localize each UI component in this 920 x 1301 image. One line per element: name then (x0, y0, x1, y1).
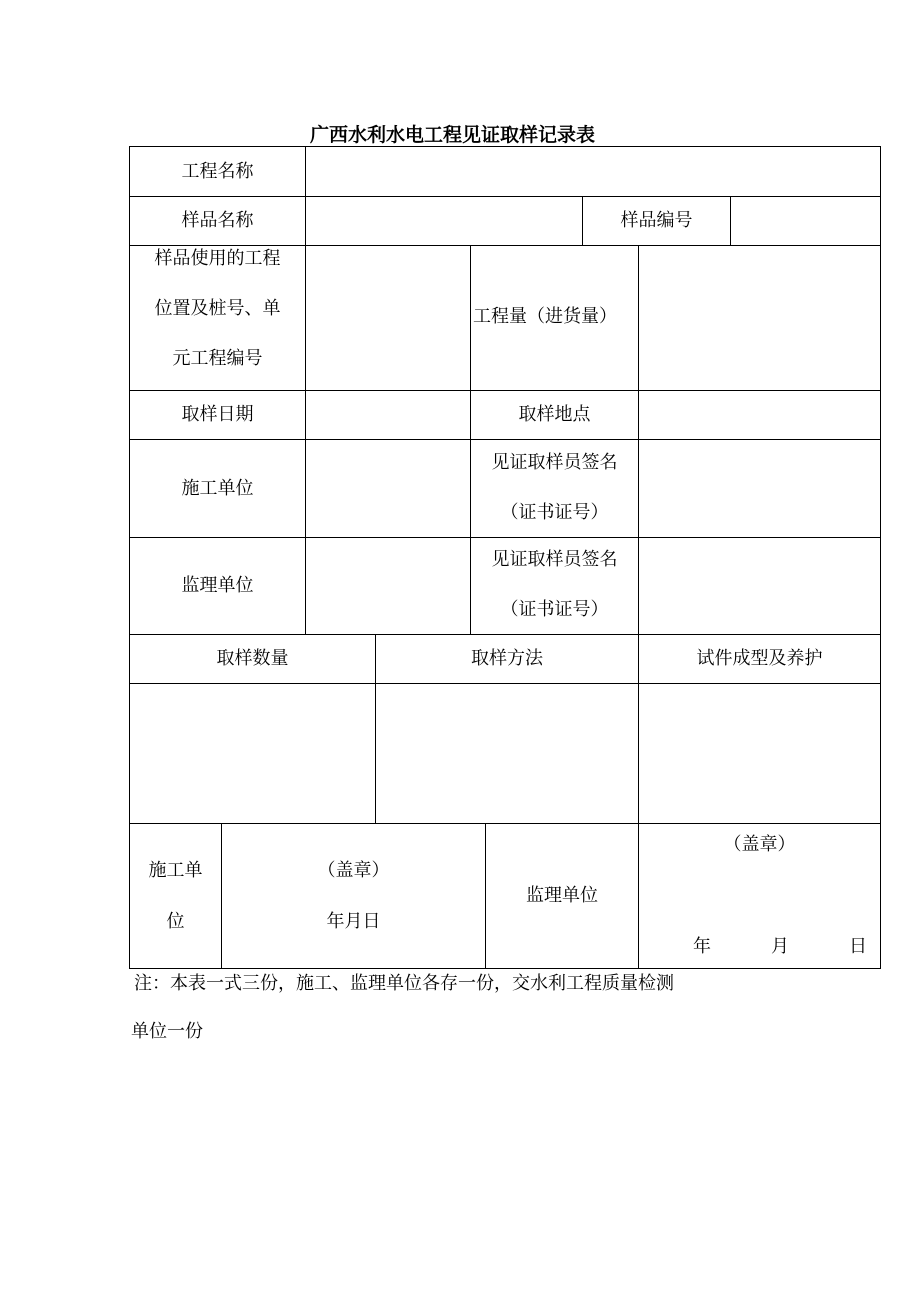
label-sampling-date: 取样日期 (181, 404, 254, 425)
label-usage-location (130, 246, 305, 390)
cert-no-text: （证书证号） (500, 502, 609, 523)
field-sample-method[interactable] (376, 684, 638, 823)
label-witness-sign-2 (471, 538, 638, 634)
label-constr-unit-sign (130, 824, 221, 968)
ymd-text: 年月日 (326, 911, 381, 932)
field-sampling-date[interactable] (306, 391, 470, 439)
seal-text: （盖章） (317, 860, 390, 881)
super-seal-area (639, 824, 880, 968)
table-border-bottom (129, 968, 881, 969)
label-project-name: 工程名称 (181, 160, 254, 182)
field-sampling-place[interactable] (639, 391, 880, 439)
note-line-2: 单位一份 (131, 1021, 203, 1042)
field-witness-sign[interactable] (639, 440, 880, 537)
field-supervision-unit[interactable] (306, 538, 470, 634)
field-usage-location[interactable] (306, 246, 470, 390)
label-super-unit: 监理单位 (526, 885, 598, 906)
label-specimen-cure: 试件成型及养护 (696, 648, 823, 669)
year-text: 年 (693, 936, 711, 957)
field-witness-sign-2[interactable] (639, 538, 880, 634)
month-text: 月 (771, 936, 789, 957)
day-text: 日 (849, 936, 867, 957)
field-project-name[interactable] (306, 147, 880, 196)
usage-line-3: 元工程编号 (172, 348, 263, 369)
label-sample-qty: 取样数量 (216, 648, 289, 669)
field-sample-qty[interactable] (130, 684, 375, 823)
label-quantity-in: 工程量（进货量） (473, 306, 617, 327)
label-supervision-unit: 监理单位 (181, 575, 254, 596)
label-sample-name: 样品名称 (181, 210, 254, 231)
usage-line-2: 位置及桩号、单 (154, 298, 281, 319)
constr-seal-area (222, 824, 485, 968)
table-border-right (880, 146, 881, 969)
cert-no-text-2: （证书证号） (500, 599, 609, 620)
constr-unit-line-2: 位 (166, 911, 185, 932)
seal-text-2: （盖章） (723, 834, 796, 855)
label-construction-unit: 施工单位 (181, 477, 254, 499)
field-specimen-cure[interactable] (639, 684, 880, 823)
field-sample-no[interactable] (731, 197, 880, 245)
field-quantity-in[interactable] (639, 246, 880, 390)
witness-sign-text-2: 见证取样员签名 (491, 549, 618, 570)
note-line-1: 注：本表一式三份，施工、监理单位各存一份，交水利工程质量检测 (134, 973, 674, 994)
witness-sign-text: 见证取样员签名 (491, 452, 618, 473)
label-sampling-place: 取样地点 (518, 404, 591, 425)
field-construction-unit[interactable] (306, 440, 470, 537)
field-sample-name[interactable] (306, 197, 582, 245)
constr-unit-line-1: 施工单 (148, 860, 203, 881)
label-sample-method: 取样方法 (471, 648, 543, 669)
page-title: 广西水利水电工程见证取样记录表 (309, 124, 595, 146)
label-sample-no: 样品编号 (620, 210, 693, 231)
label-witness-sign (471, 440, 638, 537)
usage-line-1: 样品使用的工程 (154, 248, 281, 269)
